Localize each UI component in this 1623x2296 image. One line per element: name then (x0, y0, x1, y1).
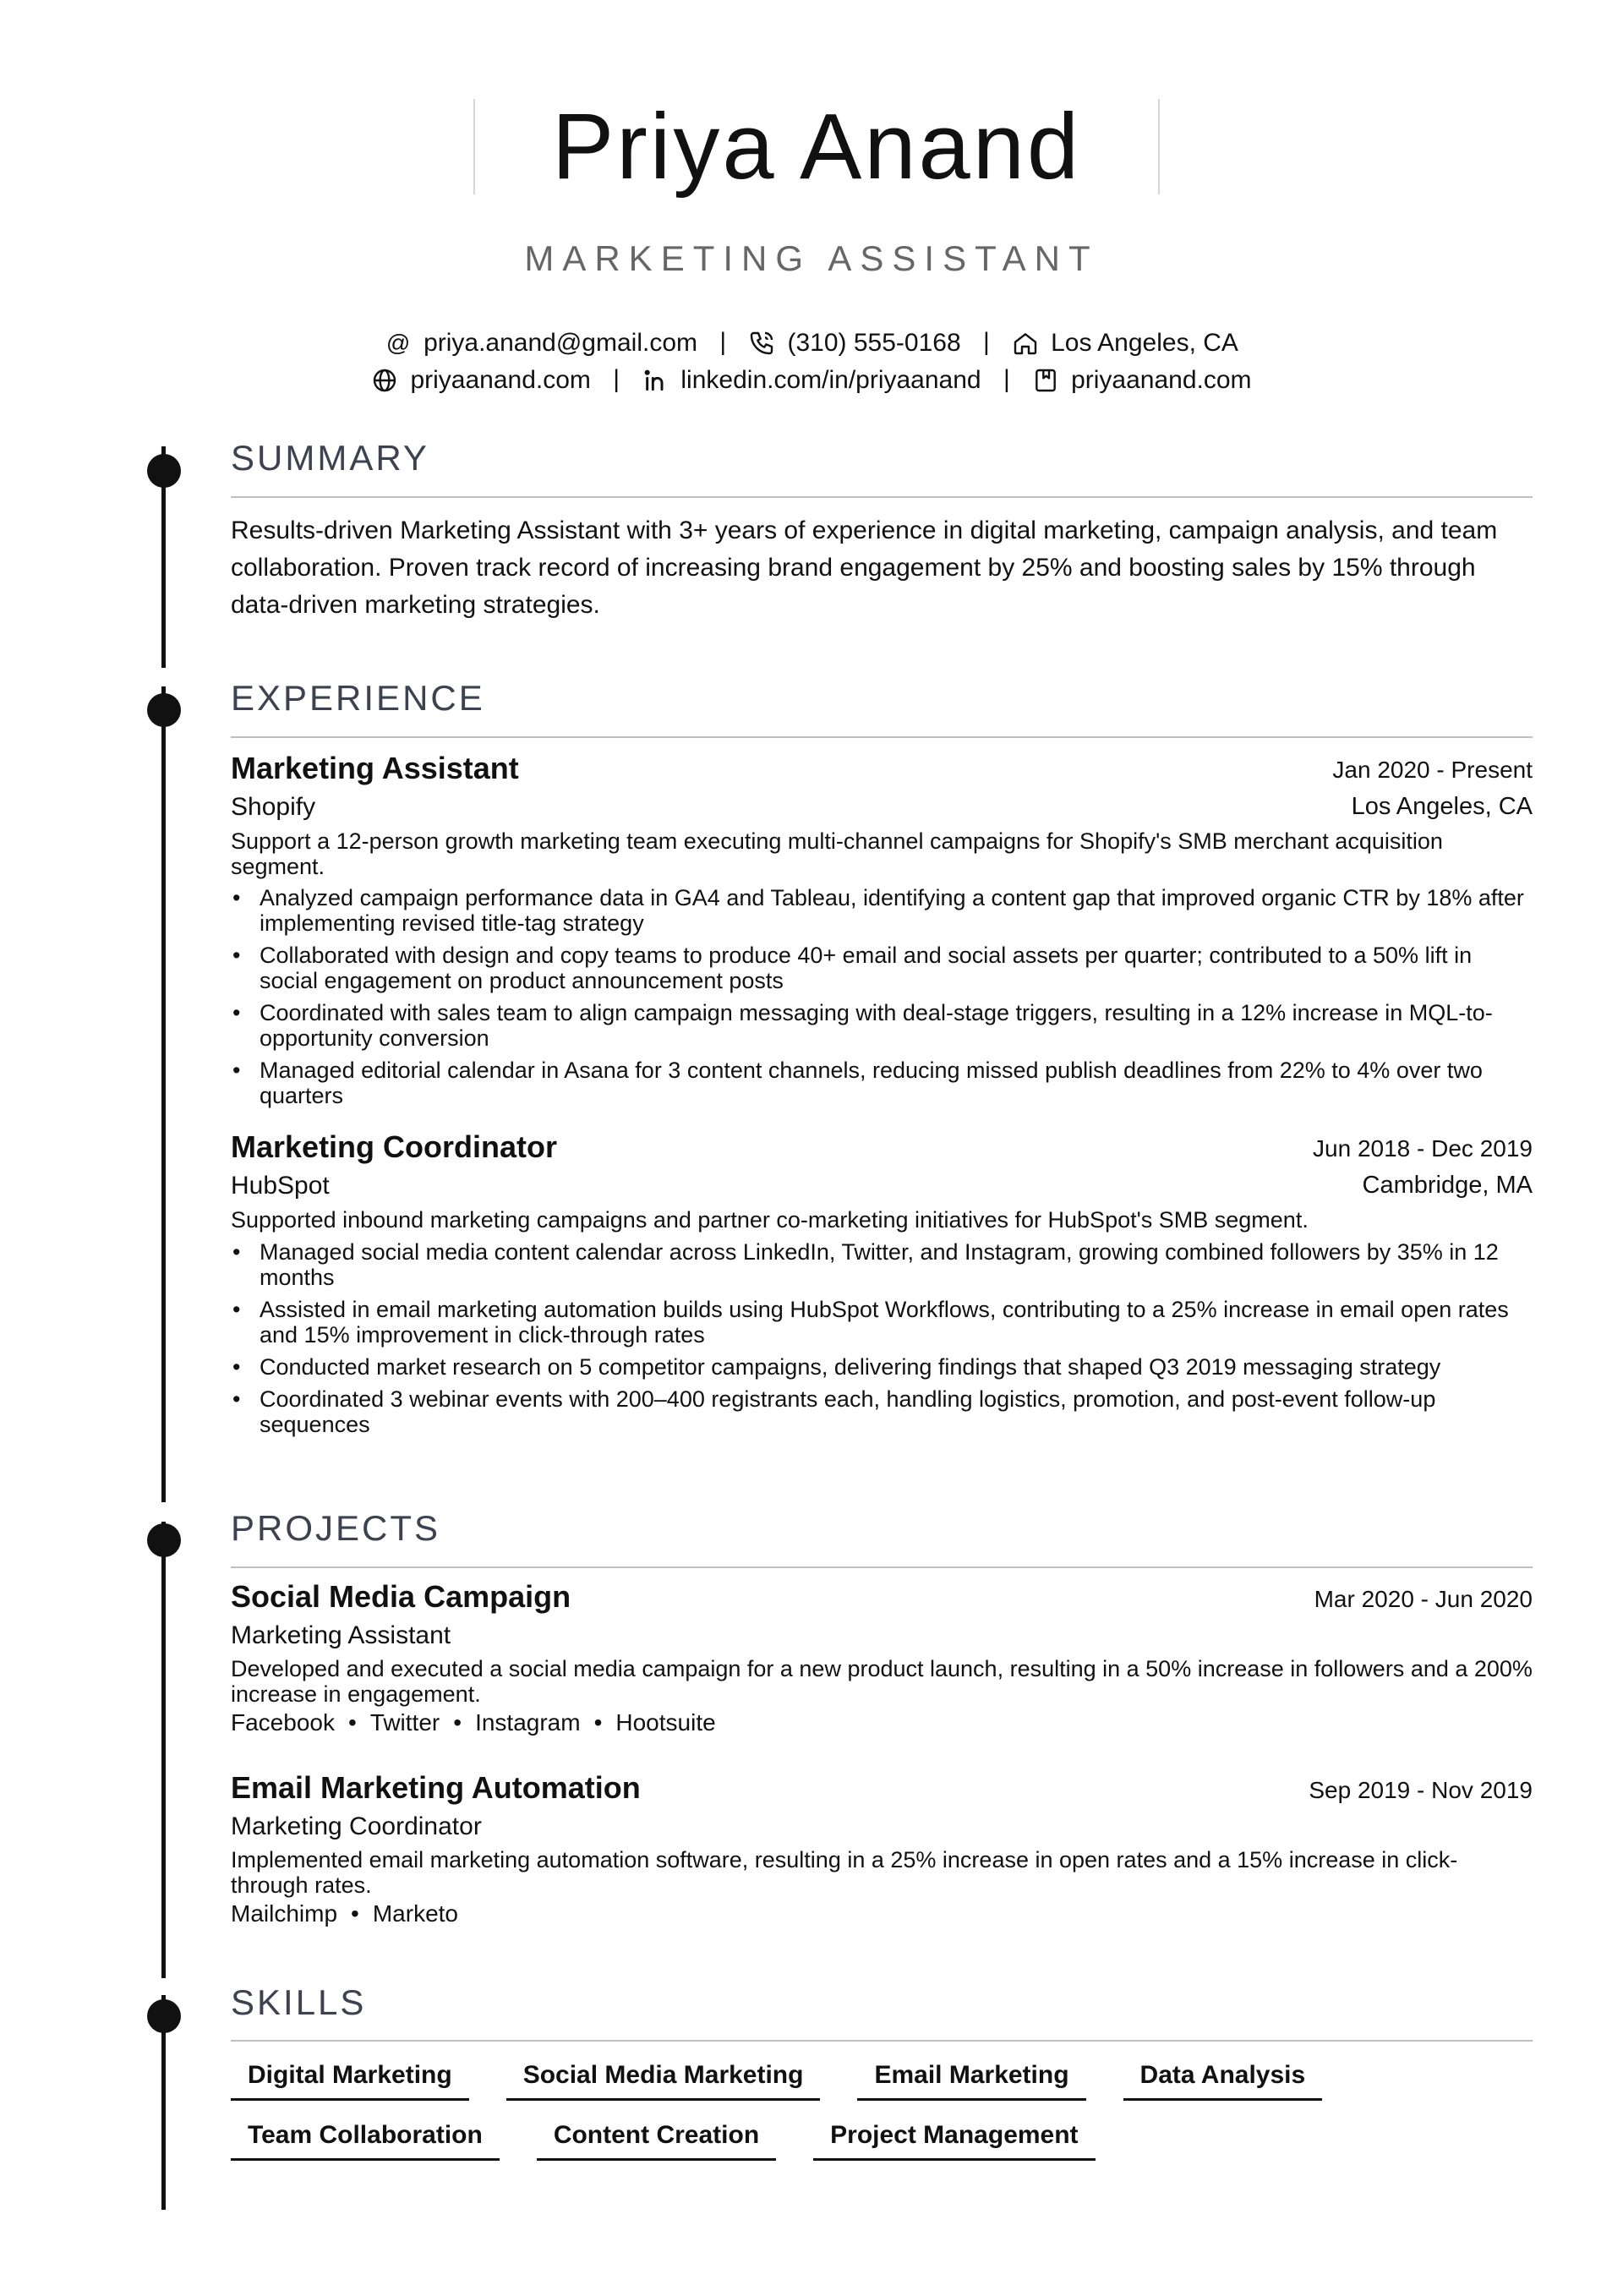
summary-text: Results-driven Marketing Assistant with 3+ years of experience in digital marketing, campaign analysis, and team collaboration. Proven track record of increasing brand engagement by 25% and boosting sales by 15% through data-driven marketing strategies. (231, 517, 1498, 619)
contact-phone[interactable] (748, 329, 960, 358)
name-block (473, 95, 1160, 199)
phone-text: (310) 555-0168 (787, 329, 961, 358)
timeline-dot-experience (147, 693, 181, 727)
job-description: Support a 12-person growth marketing team executing multi-channel campaigns for Shopify's SMB merchant acquisition segment. (231, 828, 1443, 879)
skill-tag: Team Collaboration (231, 2121, 500, 2161)
timeline-segment-projects (161, 1522, 166, 1978)
project-tools (231, 1900, 458, 1927)
timeline-dot-summary (147, 454, 181, 488)
job-title: Marketing Coordinator (231, 1129, 558, 1164)
project-role: Marketing Coordinator (231, 1812, 482, 1840)
job-location: Los Angeles, CA (1351, 793, 1533, 820)
job-company: HubSpot (231, 1172, 330, 1200)
project-description: Developed and executed a social media campaign for a new product launch, resulting in a 50% increase in followers and a 200% increase in engagement. (231, 1656, 1533, 1707)
job-bullet: • Conducted market research on 5 competitor campaigns, delivering findings that shaped Q3 2019 messaging strategy (231, 1354, 1533, 1380)
linkedin-icon (642, 367, 669, 394)
project-description: Implemented email marketing automation software, resulting in a 25% increase in open rates and a 15% increase in click-through rates. (231, 1847, 1458, 1898)
job-description: Supported inbound marketing campaigns and partner co-marketing initiatives for HubSpot's SMB segment. (231, 1207, 1309, 1233)
separator: | (982, 328, 990, 356)
section-heading-experience: EXPERIENCE (231, 678, 485, 718)
project-title: Email Marketing Automation (231, 1770, 641, 1805)
section-divider (231, 1566, 1533, 1568)
contact-website[interactable] (371, 366, 590, 395)
contact-row-2 (0, 365, 1623, 395)
job-title: Marketing Assistant (231, 751, 519, 785)
at-sign-icon: @ (385, 330, 411, 357)
bookmark-icon (1032, 367, 1059, 394)
job-bullets (231, 1239, 1533, 1444)
linkedin-text: linkedin.com/in/priyaanand (680, 366, 981, 395)
contact-portfolio[interactable] (1032, 366, 1251, 395)
globe-icon (371, 367, 398, 394)
timeline-dot-skills (147, 1999, 181, 2033)
tag-separator: • (351, 1900, 359, 1927)
project-title: Social Media Campaign (231, 1579, 571, 1614)
skills-list (231, 2061, 1549, 2181)
section-divider (231, 736, 1533, 738)
skill-tag: Data Analysis (1123, 2061, 1323, 2101)
tool-tag: Instagram (475, 1709, 581, 1736)
skill-tag: Project Management (813, 2121, 1095, 2161)
job-bullet: • Coordinated 3 webinar events with 200–400 registrants each, handling logistics, promotion, and post-event follow-up sequences (231, 1386, 1533, 1437)
project-dates: Sep 2019 - Nov 2019 (1309, 1777, 1533, 1803)
home-icon (1012, 330, 1039, 357)
candidate-name: Priya Anand (551, 95, 1082, 199)
email-text: priya.anand@gmail.com (424, 329, 697, 358)
section-heading-summary: SUMMARY (231, 438, 429, 478)
tool-tag: Mailchimp (231, 1900, 338, 1927)
portfolio-text: priyaanand.com (1071, 366, 1252, 395)
separator: | (1003, 365, 1010, 393)
section-divider (231, 2040, 1533, 2042)
contact-linkedin[interactable] (642, 366, 981, 395)
skill-tag: Social Media Marketing (506, 2061, 821, 2101)
skill-tag: Email Marketing (857, 2061, 1085, 2101)
project-role: Marketing Assistant (231, 1621, 451, 1649)
job-dates: Jun 2018 - Dec 2019 (1313, 1135, 1533, 1162)
section-divider (231, 496, 1533, 498)
job-bullet: • Assisted in email marketing automation builds using HubSpot Workflows, contributing to a 25% increase in email open rates and 15% improvement in click-through rates (231, 1297, 1533, 1348)
job-bullet: • Managed social media content calendar across LinkedIn, Twitter, and Instagram, growing combined followers by 35% in 12 months (231, 1239, 1533, 1290)
website-text: priyaanand.com (410, 366, 591, 395)
job-company: Shopify (231, 793, 316, 821)
job-bullets (231, 885, 1533, 1115)
project-tools (231, 1709, 716, 1736)
project-dates: Mar 2020 - Jun 2020 (1314, 1586, 1533, 1612)
separator: | (613, 365, 620, 393)
tool-tag: Twitter (369, 1709, 440, 1736)
skill-tag: Digital Marketing (231, 2061, 469, 2101)
phone-icon (748, 330, 775, 357)
tool-tag: Hootsuite (615, 1709, 716, 1736)
job-bullet: • Analyzed campaign performance data in GA4 and Tableau, identifying a content gap that improved organic CTR by 18% after implementing revised title-tag strategy (231, 885, 1533, 936)
job-bullet: • Collaborated with design and copy teams to produce 40+ email and social assets per quarter; contributed to a 50% lift in social engagement on product announcement posts (231, 943, 1533, 993)
skill-tag: Content Creation (537, 2121, 776, 2161)
tool-tag: Marketo (372, 1900, 458, 1927)
job-bullet: • Coordinated with sales team to align campaign messaging with deal-stage triggers, resulting in a 12% increase in MQL-to-opportunity conversion (231, 1000, 1533, 1051)
separator: | (719, 328, 727, 356)
job-dates: Jan 2020 - Present (1332, 757, 1533, 783)
location-text: Los Angeles, CA (1051, 329, 1238, 358)
timeline-segment-experience (161, 686, 166, 1502)
timeline-dot-projects (147, 1523, 181, 1557)
contact-location (1012, 329, 1238, 358)
tag-separator: • (347, 1709, 357, 1736)
job-bullet: • Managed editorial calendar in Asana for 3 content channels, reducing missed publish deadlines from 22% to 4% over two quarters (231, 1058, 1533, 1108)
section-heading-skills: SKILLS (231, 1982, 367, 2022)
tag-separator: • (453, 1709, 462, 1736)
section-heading-projects: PROJECTS (231, 1508, 441, 1548)
tag-separator: • (593, 1709, 603, 1736)
candidate-title: MARKETING ASSISTANT (524, 238, 1099, 278)
contact-row-1 (0, 328, 1623, 358)
contact-email[interactable] (385, 329, 697, 358)
job-location: Cambridge, MA (1362, 1172, 1533, 1199)
tool-tag: Facebook (231, 1709, 335, 1736)
